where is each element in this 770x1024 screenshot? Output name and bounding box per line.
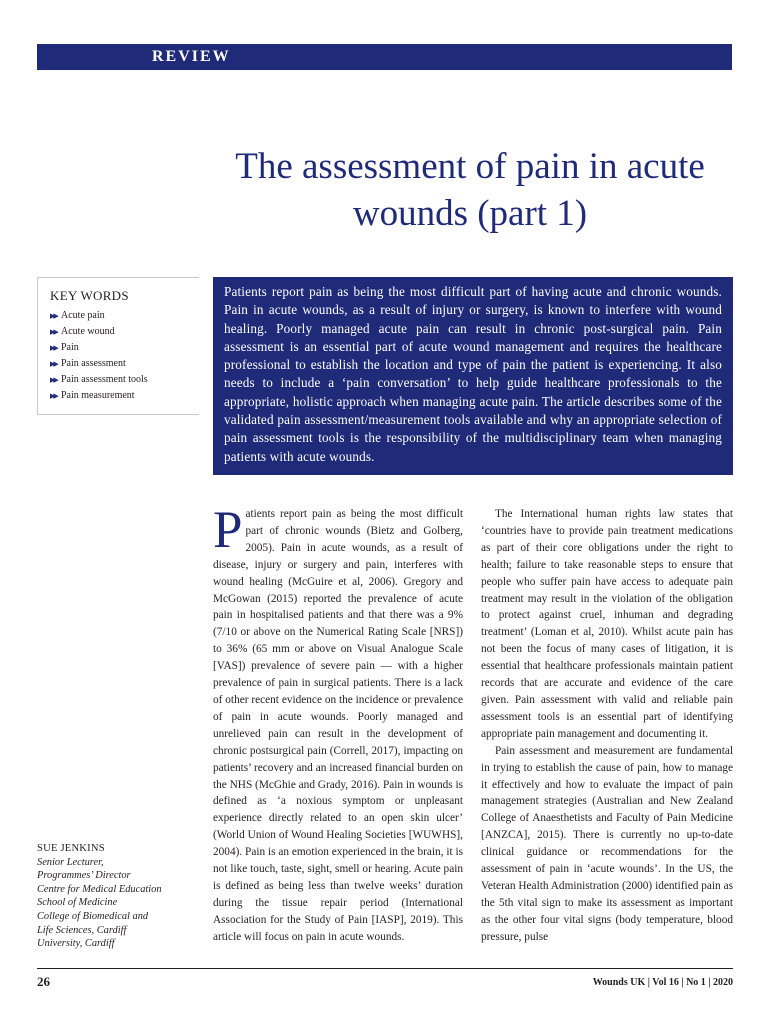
author-affiliation-line: University, Cardiff [37, 938, 115, 950]
author-affiliation-line: Life Sciences, Cardiff [37, 924, 127, 936]
keyword-item [50, 324, 199, 340]
keyword-item [50, 372, 199, 388]
author-affiliation-line: School of Medicine [37, 897, 118, 909]
article-title: The assessment of pain in acute wounds (part 1) [235, 146, 705, 234]
section-header-bar [37, 44, 732, 70]
double-arrow-icon: ▶▶ [50, 312, 57, 320]
keyword-item [50, 388, 199, 404]
keyword-label: Pain assessment tools [61, 374, 148, 385]
author-name: SUE JENKINS [37, 843, 105, 854]
body-column-2 [481, 506, 733, 946]
keyword-item [50, 308, 199, 324]
keyword-label: Pain measurement [61, 390, 135, 401]
double-arrow-icon: ▶▶ [50, 360, 57, 368]
keywords-heading: KEY WORDS [50, 288, 129, 303]
keyword-item [50, 356, 199, 372]
double-arrow-icon: ▶▶ [50, 376, 57, 384]
double-arrow-icon: ▶▶ [50, 344, 57, 352]
keywords-box [37, 277, 199, 415]
body-paragraph: atients report pain as being the most difficult part of chronic wounds (Bietz and Golberg, 2005). Pain in acute wounds, as a result of disease, injury or surgery and pain, interferes with wound healing (McGuire et al, 2006). Gregory and McGowan (2015) reported the prevalence of acute pain in hospitalised patients and that there was a 9% (7/10 or above on the Numerical Rating Scale [NRS]) to 36% (65 mm or above on Visual Analogue Scale [VAS]) prevalence of severe pain — with a higher prevalence of pain in surgical patients. There is a lack of other recent evidence on the incidence or prevalence of pain in acute wounds. Poorly managed and unrelieved pain can result in the development of chronic postsurgical pain (Correll, 2017), impacting on patients’ recovery and an increased financial burden on the NHS (McGhie and Grady, 2016). Pain in wounds is defined as ‘a noxious symptom or unpleasant experience directly related to an open skin ulcer’ (World Union of Wound Healing Societies [WUWHS], 2004). Pain is an emotion experienced in the brain, it is not like touch, taste, sight, smell or hearing. Acute pain is defined as being less than twelve weeks’ duration during the tissue repair period (International Association for the Study of Pain [IASP], 2019). This article will focus on pain in acute wounds. [213, 508, 463, 943]
author-affiliation-line: Programmes’ Director [37, 870, 131, 882]
keyword-item [50, 340, 199, 356]
page-number: 26 [37, 974, 50, 989]
double-arrow-icon: ▶▶ [50, 328, 57, 336]
body-column-1 [213, 501, 463, 946]
footer-divider [37, 968, 733, 969]
author-affiliation-line: Senior Lecturer, [37, 856, 104, 868]
journal-citation: Wounds UK | Vol 16 | No 1 | 2020 [592, 977, 733, 988]
section-label: REVIEW [152, 48, 231, 65]
keyword-label: Pain [61, 342, 79, 353]
keyword-label: Acute wound [61, 326, 115, 337]
abstract-box: Patients report pain as being the most difficult part of having acute and chronic wounds. Pain in acute wounds, as a result of injury or surgery, is known to interfere with wound healing. Poorly managed acute pain can result in chronic post-surgical pain. Pain assessment is an essential part of acute wound management and requires the healthcare professional to establish the location and type of pain the patient is experiencing. It also needs to include a ‘pain conversation’ to help guide healthcare professionals to the appropriate, holistic approach when managing acute pain. The article describes some of the validated pain assessment/measurement tools available and why an appropriate selection of pain assessment tools is the responsibility of the multidisciplinary team when managing patients with acute wounds. [213, 277, 733, 475]
author-affiliation-line: College of Biomedical and [37, 910, 149, 922]
drop-cap: P [213, 501, 243, 559]
keyword-label: Pain assessment [61, 358, 126, 369]
body-paragraph: The International human rights law states that ‘countries have to provide pain treatment medications as part of their core obligations under the right to health; failure to take reasonable steps to ensure that people who suffer pain have access to adequate pain treatment may result in the violation of the obligation to protect against cruel, inhuman and degrading treatment’ (Loman et al, 2010). Whilst acute pain has not been the focus of many cases of litigation, it is essential that healthcare professionals maintain patient records that are accurate and evidence of the care given. Pain assessment with valid and reliable pain assessment tools is an essential part of identifying appropriate pain management and documenting it. [481, 508, 733, 740]
keyword-label: Acute pain [61, 310, 105, 321]
double-arrow-icon: ▶▶ [50, 392, 57, 400]
author-block [37, 842, 202, 951]
author-affiliation-line: Centre for Medical Education [37, 883, 162, 895]
body-paragraph: Pain assessment and measurement are fundamental in trying to establish the cause of pain, how to manage it effectively and how to evaluate the impact of pain management strategies (Australian and New Zealand College of Anaesthetists and Faculty of Pain Medicine [ANZCA], 2015). There is currently no up-to-date clinical guidance or recommendations for the assessment of pain in ‘acute wounds’. In the US, the Veteran Health Administration (2000) identified pain as the 5th vital sign to make its assessment as important as the other four vital signs (body temperature, blood pressure, pulse [481, 744, 733, 943]
